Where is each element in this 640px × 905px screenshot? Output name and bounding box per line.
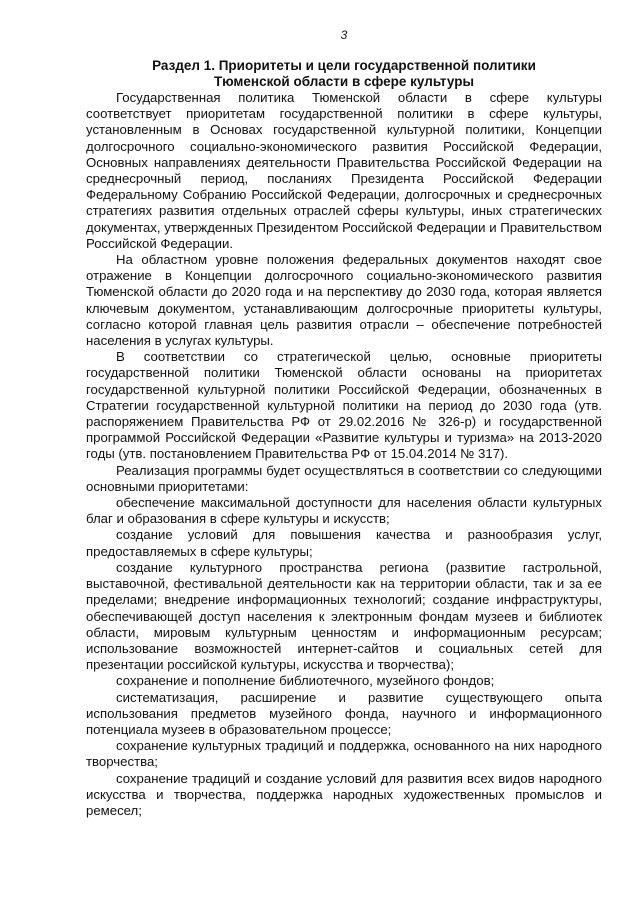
paragraph-federal-priorities: Государственная политика Тюменской области в сфере культуры соответствует приоритетам государственной политики в сфере культуры, установленным в Основах государственной культурной политики, Концепции долгосрочного социально-экономического развития Российской Федерации, Основных направлениях деятельности Правительства Российской Федерации на среднесрочный период, посланиях Президента Российской Федерации Федеральному Собранию Российской Федерации, долгосрочных и среднесрочных стратегиях развития отдельных отраслей сферы культуры, иных стратегических документах, утвержденных Президентом Российской Федерации и Правительством Российской Федерации. bbox=[86, 90, 602, 251]
paragraph-program-priorities-intro: Реализация программы будет осуществляться в соответствии со следующими основными приоритетами: bbox=[86, 462, 602, 494]
page-number: 3 bbox=[340, 28, 348, 42]
paragraph-regional-concept: На областном уровне положения федеральных документов находят свое отражение в Концепции долгосрочного социально-экономического развития Тюменской области до 2020 года и на перспективу до 2030 года, которая является ключевым документом, устанавливающим долгосрочные приоритеты культуры, согласно которой главная цель развития отрасли – обеспечение потребностей населения в услугах культуры. bbox=[86, 252, 602, 349]
list-item: создание условий для повышения качества и разнообразия услуг, предоставляемых в сфере культуры; bbox=[86, 527, 602, 559]
list-item: создание культурного пространства региона (развитие гастрольной, выставочной, фестивальной деятельности как на территории области, так и за ее пределами; внедрение информационных технологий; создание инфраструктуры, обеспечивающей доступ населения к электронным фондам музеев и библиотек области, мировым культурным ценностям и информационным ресурсам; использование возможностей интернет-сайтов и социальных сетей для презентации российской культуры, искусства и творчества); bbox=[86, 559, 602, 673]
list-item: систематизация, расширение и развитие существующего опыта использования предметов музейного фонда, научного и информационного потенциала музеев в образовательном процессе; bbox=[86, 689, 602, 737]
document-page bbox=[86, 28, 602, 819]
list-item: обеспечение максимальной доступности для населения области культурных благ и образования в сфере культуры и искусств; bbox=[86, 495, 602, 527]
priorities-list bbox=[86, 495, 602, 819]
list-item: сохранение традиций и создание условий для развития всех видов народного искусства и творчества, поддержка народных художественных промыслов и ремесел; bbox=[86, 770, 602, 818]
section-heading bbox=[86, 58, 602, 90]
list-item: сохранение культурных традиций и поддержка, основанного на них народного творчества; bbox=[86, 738, 602, 770]
section-heading-line-1: Раздел 1. Приоритеты и цели государственной политики bbox=[152, 58, 536, 73]
section-heading-line-2: Тюменской области в сфере культуры bbox=[214, 74, 474, 89]
list-item: сохранение и пополнение библиотечного, музейного фондов; bbox=[116, 673, 495, 689]
paragraph-strategic-goal: В соответствии со стратегической целью, основные приоритеты государственной политики Тюменской области основаны на приоритетах государственной культурной политики Российской Федерации, обозначенных в Стратегии государственной культурной политики на период до 2030 года (утв. распоряжением Правительства РФ от 29.02.2016 № 326-р) и государственной программой Российской Федерации «Развитие культуры и туризма» на 2013-2020 годы (утв. постановлением Правительства РФ от 15.04.2014 № 317). bbox=[86, 349, 602, 462]
